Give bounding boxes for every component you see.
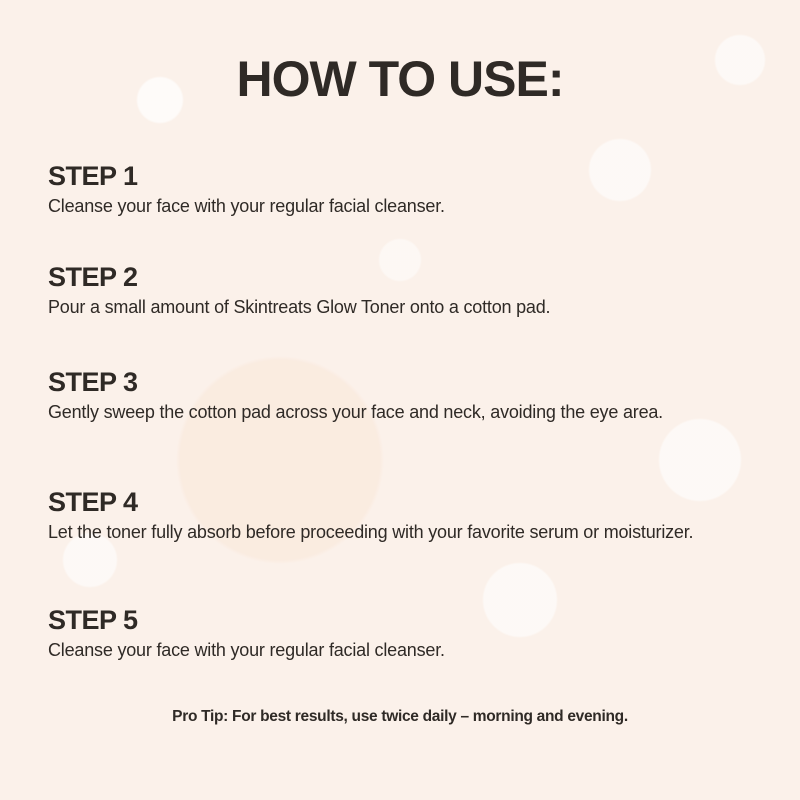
step-4: [48, 486, 733, 546]
step-heading: STEP 2: [48, 262, 138, 292]
step-text: Gently sweep the cotton pad across your face and neck, avoiding the eye area.: [48, 402, 663, 422]
step-2: [48, 261, 733, 321]
step-text: Cleanse your face with your regular facial cleanser.: [48, 640, 445, 660]
step-heading: STEP 1: [48, 161, 138, 191]
step-3: [48, 366, 733, 426]
step-1: [48, 160, 733, 220]
step-text: Let the toner fully absorb before proceeding with your favorite serum or moisturizer.: [48, 522, 694, 542]
page-title: HOW TO USE:: [236, 51, 564, 107]
step-heading: STEP 4: [48, 487, 138, 517]
step-heading: STEP 3: [48, 367, 138, 397]
step-text: Pour a small amount of Skintreats Glow Toner onto a cotton pad.: [48, 297, 551, 317]
step-heading: STEP 5: [48, 605, 138, 635]
pro-tip: Pro Tip: For best results, use twice daily – morning and evening.: [172, 708, 628, 725]
step-5: [48, 604, 733, 664]
step-text: Cleanse your face with your regular facial cleanser.: [48, 196, 445, 216]
